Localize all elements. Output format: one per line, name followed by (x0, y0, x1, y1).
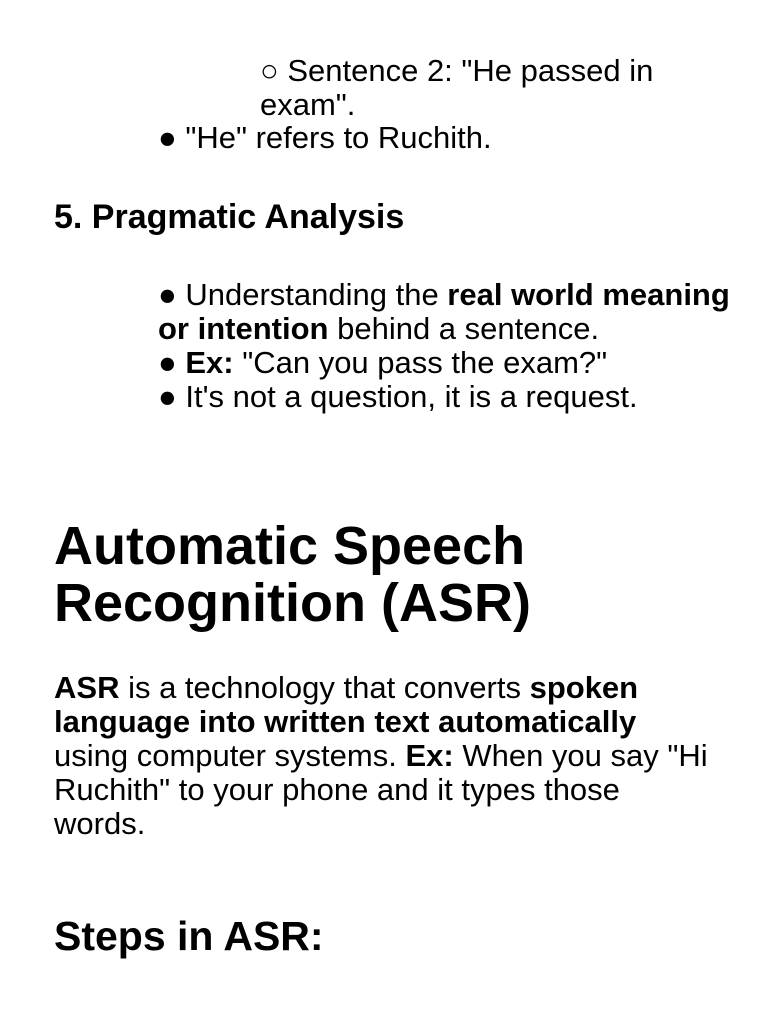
pragmatic-analysis-heading: 5. Pragmatic Analysis (54, 198, 405, 236)
he-refers-bullet: ● "He" refers to Ruchith. (158, 120, 492, 155)
bullet-text: ● (158, 345, 186, 380)
bullet-text: ● Understanding the (158, 277, 448, 312)
paragraph-text: using computer systems. (54, 738, 406, 773)
bold-phrase: Ex: (185, 345, 234, 380)
paragraph-text: is a technology that converts (119, 670, 530, 705)
bullet-text: "Can you pass the exam?" (233, 345, 608, 380)
asr-definition-paragraph (54, 671, 714, 841)
bold-phrase: spoken language into written text automatically (54, 670, 639, 739)
asr-heading: Automatic Speech Recognition (ASR) (54, 516, 531, 633)
sentence-2-sub-bullet: ○ Sentence 2: "He passed in exam". (260, 53, 654, 122)
pragmatic-bullet-example (158, 346, 748, 380)
bold-phrase: ASR (54, 670, 120, 705)
pragmatic-bullet-meaning (158, 278, 748, 346)
paragraph-text: When you say "Hi Ruchith" to your phone and it types those words. (54, 738, 708, 841)
steps-in-asr-heading: Steps in ASR: (54, 913, 324, 959)
bullet-text: behind a sentence. (328, 311, 600, 346)
bold-phrase: Ex: (405, 738, 454, 773)
bold-phrase: real world meaning or intention (158, 277, 730, 346)
pragmatic-bullet-request: ● It's not a question, it is a request. (158, 379, 638, 414)
pragmatic-bullet-list (158, 278, 748, 414)
